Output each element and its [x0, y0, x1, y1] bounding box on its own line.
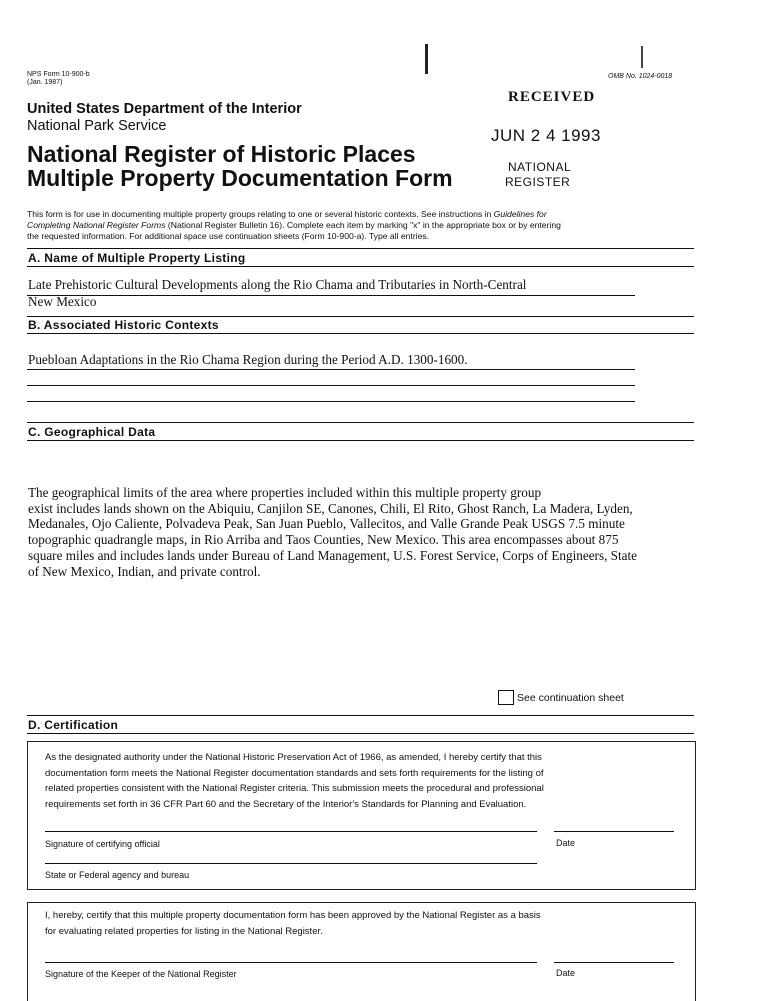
section-a-top-rule — [27, 248, 694, 249]
approval-box — [27, 902, 696, 1001]
form-title-line1: National Register of Historic Places — [27, 141, 416, 167]
stamp-national: NATIONAL — [508, 160, 572, 174]
section-a-heading: A. Name of Multiple Property Listing — [28, 251, 246, 265]
section-d-top-rule — [27, 715, 694, 716]
keeper-signature-line — [45, 962, 537, 963]
property-listing-name-line2: New Mexico — [28, 294, 97, 309]
scan-mark-top — [425, 44, 428, 74]
instructions: This form is for use in documenting multiple property groups relating to one or several historic contexts. See instructions in Guidelines for Completing National Register Forms (National Register Bulletin 16). Complete each item by marking "x" in the appropriate box or by entering the requested information. For additional space use continuation sheets (Form 10-900-a). Type all entries. — [27, 209, 561, 241]
property-listing-name-line1: Late Prehistoric Cultural Developments along the Rio Chama and Tributaries in North-Central — [28, 277, 527, 292]
certification-box — [27, 741, 696, 890]
scan-mark-top-right — [641, 46, 643, 68]
section-d-heading: D. Certification — [28, 718, 119, 732]
stamp-register: REGISTER — [505, 175, 571, 189]
official-date-label: Date — [556, 838, 576, 848]
section-a-bottom-rule — [27, 266, 694, 267]
historic-context-1: Puebloan Adaptations in the Rio Chama Region during the Period A.D. 1300-1600. — [28, 352, 468, 367]
keeper-signature-label: Signature of the Keeper of the National Register — [45, 969, 237, 979]
certification-statement: As the designated authority under the National Historic Preservation Act of 1966, as amended, I hereby certify that this documentation form meets the National Register documentation standards and sets forth requirements for the listing of related properties consistent with the National Register criteria. This submission meets the procedural and professional requirements set forth in 36 CFR Part 60 and the Secretary of the Interior's Standards for Planning and Evaluation. — [45, 752, 544, 810]
section-d-bottom-rule — [27, 733, 694, 734]
listing-underline-1 — [27, 295, 635, 296]
context-line-3 — [27, 401, 635, 402]
continuation-checkbox[interactable] — [498, 690, 514, 705]
form-number: NPS Form 10-900-b — [27, 71, 90, 78]
form-title-line2: Multiple Property Documentation Form — [27, 165, 453, 191]
section-b-bottom-rule — [27, 333, 694, 334]
continuation-sheet-option[interactable] — [498, 690, 624, 705]
section-c-heading: C. Geographical Data — [28, 425, 156, 439]
official-signature-label: Signature of certifying official — [45, 839, 160, 849]
continuation-label: See continuation sheet — [517, 691, 624, 704]
official-date-line — [554, 831, 674, 832]
section-c-top-rule — [27, 422, 694, 423]
agency-name: National Park Service — [27, 118, 167, 134]
section-b-top-rule — [27, 316, 694, 317]
section-b-heading: B. Associated Historic Contexts — [28, 318, 219, 332]
section-c-bottom-rule — [27, 440, 694, 441]
official-signature-line — [45, 831, 537, 832]
geographical-data-text: The geographical limits of the area where properties included within this multiple property group exist includes lands shown on the Abiquiu, Canjilon SE, Canones, Chili, El Rito, Ghost Ranch, La Madera, Lyden, Medanales, Ojo Caliente, Polvadeva Peak, San Juan Pueblo, Vallecitos, and Valle Grande Peak USGS 7.5 minute topographic quadrangle maps, in Rio Arriba and Taos Counties, New Mexico. This area encompasses about 875 square miles and includes lands under Bureau of Land Management, U.S. Forest Service, Corps of Engineers, State of New Mexico, Indian, and private control. — [28, 485, 638, 579]
agency-line — [45, 863, 537, 864]
keeper-date-label: Date — [556, 968, 576, 978]
keeper-date-line — [554, 962, 674, 963]
stamp-received: RECEIVED — [508, 89, 596, 105]
context-line-2 — [27, 385, 635, 386]
form-date: (Jan. 1987) — [27, 79, 63, 86]
department-name: United States Department of the Interior — [27, 101, 302, 117]
approval-statement: I, hereby, certify that this multiple property documentation form has been approved by the National Register as a basis for evaluating related properties for listing in the National Register. — [45, 910, 541, 937]
omb-number: OMB No. 1024-0018 — [608, 73, 673, 80]
agency-label: State or Federal agency and bureau — [45, 870, 190, 880]
context-line-1 — [27, 369, 635, 370]
stamp-date: JUN 2 4 1993 — [491, 126, 601, 145]
